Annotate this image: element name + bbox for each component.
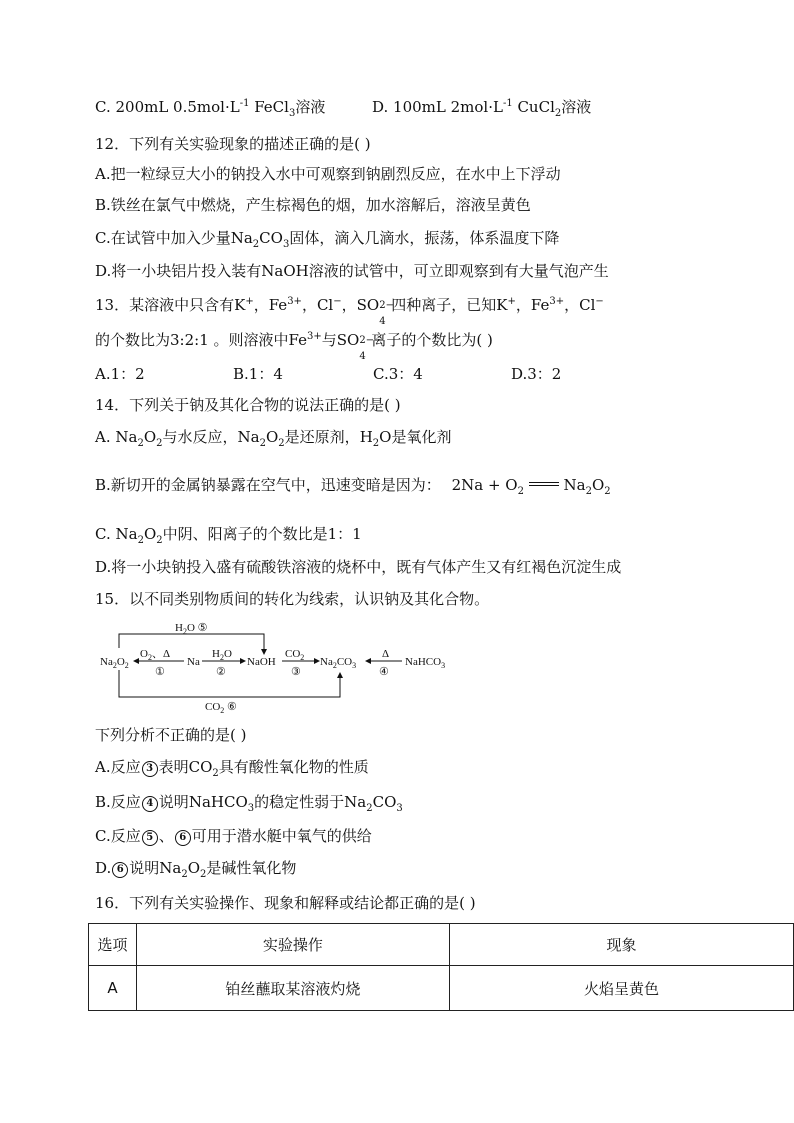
q15-option-b: B.反应 4 说明NaHCO$_3$的稳定性弱于$Na_2CO_3$ <box>95 793 403 814</box>
species-na2co3: $Na_2CO_3$ <box>320 656 357 670</box>
q14-stem: 14．下列关于钠及其化合物的说法正确的是( ) <box>95 396 401 414</box>
circled-number-icon: 4 <box>142 796 158 812</box>
q16-table <box>88 923 794 1011</box>
reaction-4-number: ④ <box>379 666 389 678</box>
q12-option-c: C.在试管中加入少量$Na_2CO_3$固体，滴入几滴水，振荡，体系温度下降 <box>95 229 560 250</box>
q16-stem: 16．下列有关实验操作、现象和解释或结论都正确的是( ) <box>95 894 476 912</box>
q11-option-d: D. 100mL $2mol\cdot L^{-1}$ CuCl$_2$溶液 <box>372 98 592 119</box>
q14-option-a: A. $Na_2O_2$与水反应，$Na_2O_2$是还原剂，$H_2O$是氧化剂 <box>95 428 452 449</box>
q13-option-a: A.1：2 <box>95 365 145 383</box>
header-operation: 实验操作 <box>136 924 449 966</box>
q14-option-d: D.将一小块钠投入盛有硫酸铁溶液的烧杯中，既有气体产生又有红褐色沉淀生成 <box>95 558 622 576</box>
q15-ask: 下列分析不正确的是( ) <box>95 726 247 744</box>
header-option: 选项 <box>89 924 137 966</box>
circled-number-icon: 3 <box>142 761 158 777</box>
q15-stem: 15．以不同类别物质间的转化为线索，认识钠及其化合物。 <box>95 590 490 608</box>
q11-option-c: C. 200mL $0.5mol\cdot L^{-1}$ FeCl$_3$溶液 <box>95 98 326 119</box>
q14-option-b: B.新切开的金属钠暴露在空气中，迅速变暗是因为： $2Na + O_2$ $Na_2O_2$ <box>95 476 611 497</box>
header-phenomenon: 现象 <box>449 924 793 966</box>
cell-phenomenon: 火焰呈黄色 <box>449 966 793 1011</box>
reaction-3-number: ③ <box>291 666 301 678</box>
q12-stem: 12．下列有关实验现象的描述正确的是( ) <box>95 135 371 153</box>
q13-stem-line2: 的个数比为3:2:1 。则溶液中$Fe^{3+}$与SO 2− 4 离子的个数比为( ) <box>95 331 493 362</box>
q13-option-d: D.3：2 <box>511 365 562 383</box>
reaction-1-label: $O_2$、Δ <box>140 648 171 662</box>
circled-number-icon: 6 <box>175 830 191 846</box>
reaction-1-number: ① <box>155 666 165 678</box>
q12-option-a: A.把一粒绿豆大小的钠投入水中可观察到钠剧烈反应，在水中上下浮动 <box>95 165 561 183</box>
equals-arrow-icon <box>529 482 559 486</box>
q15-option-d: D. 6 说明$Na_2O_2$是碱性氧化物 <box>95 859 297 880</box>
q13-stem-line1: 13．某溶液中只含有K+，$Fe^{3+}$，Cl−，SO 2− 4 四种离子，已知K+，$Fe^{3+}$，Cl− <box>95 296 604 327</box>
circled-number-icon: 5 <box>142 830 158 846</box>
species-na: Na <box>187 656 200 668</box>
reaction-2-label: $H_2O$ <box>212 648 232 662</box>
reaction-3-label: $CO_2$ <box>285 648 305 662</box>
q15-option-a: A.反应 3 表明$CO_2$具有酸性氧化物的性质 <box>95 758 369 779</box>
reaction-5-label: $H_2O$ ⑤ <box>175 622 208 636</box>
sodium-conversion-diagram <box>92 616 472 716</box>
species-nahco3: NaHCO$_3$ <box>405 656 446 670</box>
reaction-2-number: ② <box>216 666 226 678</box>
species-naoh: NaOH <box>247 656 276 668</box>
q14-option-c: C. $Na_2O_2$中阴、阳离子的个数比是1：1 <box>95 525 362 546</box>
table-row <box>89 966 794 1011</box>
cell-operation: 铂丝蘸取某溶液灼烧 <box>136 966 449 1011</box>
species-na2o2: $Na_2O_2$ <box>100 656 129 670</box>
q13-option-c: C.3：4 <box>373 365 423 383</box>
q12-option-b: B.铁丝在氯气中燃烧，产生棕褐色的烟，加水溶解后，溶液呈黄色 <box>95 196 531 214</box>
q12-option-d: D.将一小块铝片投入装有NaOH溶液的试管中，可立即观察到有大量气泡产生 <box>95 262 609 280</box>
circled-number-icon: 6 <box>112 862 128 878</box>
reaction-6-label: $CO_2$ ⑥ <box>205 701 237 715</box>
q15-option-c: C.反应 5 、 6 可用于潜水艇中氧气的供给 <box>95 827 372 845</box>
table-header-row <box>89 924 794 966</box>
cell-option: A <box>89 966 137 1011</box>
q13-option-b: B.1：4 <box>233 365 283 383</box>
reaction-4-label: Δ <box>382 648 390 660</box>
